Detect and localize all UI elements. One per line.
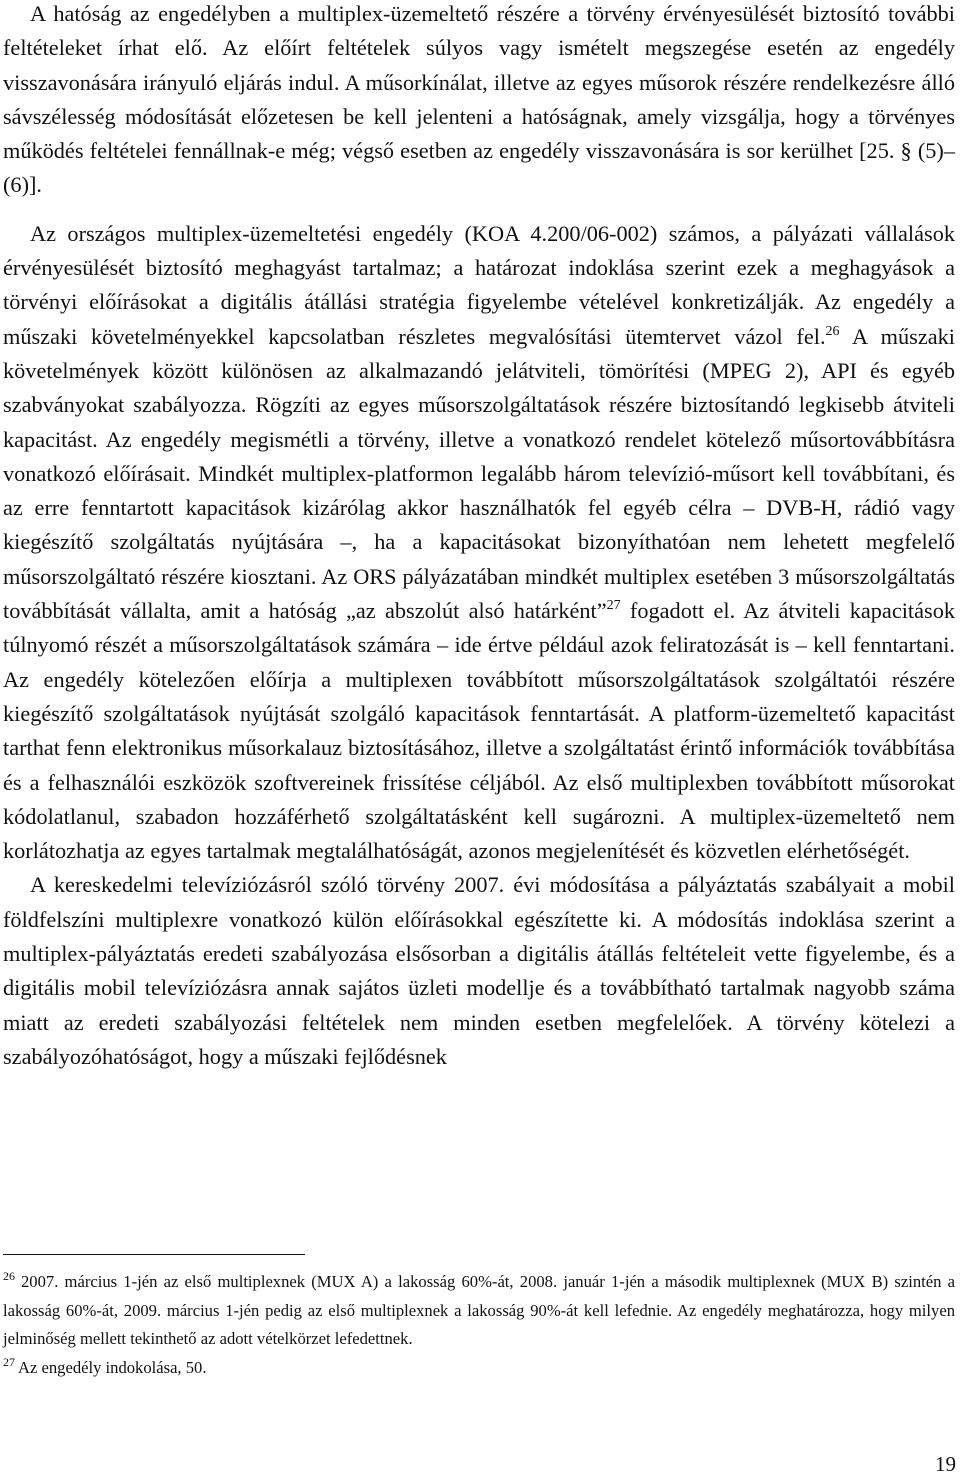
footnote-reference[interactable]: 27 (606, 598, 621, 614)
footnote-mark: 26 (3, 1269, 15, 1283)
paragraph-text: Az országos multiplex-üzemeltetési engedély (KOA 4.200/06-002) számos, a pályázati vállalások érvényesülését biztosító meghagyást tartalmaz; a határozat indoklása szerint ezek a meghagyások a törvényi előírásokat a digitális átállási stratégia figyelembe vételével konkretizálják. Az engedély a műszaki követelményekkel kapcsolatban részletes megvalósítási ütemtervet vázol fel. (3, 220, 955, 349)
footnote-reference[interactable]: 26 (825, 323, 840, 339)
page-number: 19 (935, 1452, 956, 1476)
paragraph-text: A hatóság az engedélyben a multiplex-üzemeltető részére a törvény érvényesülését biztosító további feltételeket írhat elő. Az előírt feltételek súlyos vagy ismételt megszegése esetén az engedély visszavonására irányuló eljárás indul. A műsorkínálat, illetve az egyes műsorok részére rendelkezésre álló sávszélesség módosítását előzetesen be kell jelenteni a hatóságnak, amely vizsgálja, hogy a törvényes működés feltételei fennállnak-e még; végső esetben az engedély visszavonására is sor kerülhet [25. § (5)–(6)]. (3, 1, 955, 198)
footnote-mark: 27 (3, 1354, 15, 1369)
paragraph-licence-conditions (3, 0, 955, 203)
paragraph-2007-amendment (3, 868, 955, 1074)
paragraph-text: A kereskedelmi televíziózásról szóló törvény 2007. évi módosítása a pályáztatás szabályait a mobil földfelszíni multiplexre vonatkozó külön előírásokkal egészítette ki. A módosítás indoklása szerint a multiplex-pályáztatás eredeti szabályozása elsősorban a digitális átállás feltételeit vette figyelembe, és a digitális mobil televíziózásra annak sajátos üzleti modellje és a továbbítható tartalmak nagyobb száma miatt az eredeti szabályozási feltételek nem minden esetben megfelelőek. A törvény kötelezi a szabályozóhatóságot, hogy a műszaki fejlődésnek (3, 872, 955, 1069)
footnote (3, 1268, 955, 1354)
footnotes (3, 1268, 955, 1382)
paragraph-national-licence (3, 217, 955, 869)
footnote-text: Az engedély indokolása, 50. (18, 1357, 207, 1377)
paragraph-text: fogadott el. Az átviteli kapacitások túlnyomó részét a műsorszolgáltatások számára – ide értve például azok feliratozását is – kell fenntartani. Az engedély kötelezően előírja a multiplexen továbbított műsorszolgáltatások szolgáltatói részére kiegészítő szolgáltatások nyújtását szolgáló kapacitások fenntartását. A platform-üzemeltető kapacitást tarthat fenn elektronikus műsorkalauz biztosításához, illetve a szolgáltatást érintő információk továbbítása és a felhasználói eszközök szoftvereinek frissítése céljából. Az első multiplexben továbbított műsorokat kódolatlanul, szabadon hozzáférhető szolgáltatásként kell sugározni. A multiplex-üzemeltető nem korlátozhatja az egyes tartalmak megtalálhatóságát, azonos megjelenítését és közvetlen elérhetőségét. (3, 598, 955, 864)
footnote-text: 2007. március 1-jén az első multiplexnek (MUX A) a lakosság 60%-át, 2008. január 1-jén a második multiplexnek (MUX B) szintén a lakosság 60%-át, 2009. március 1-jén pedig az első multiplexnek a lakosság 90%-át kell lefednie. Az engedély meghatározza, hogy milyen jelminőség mellett tekinthető az adott vételkörzet lefedettnek. (3, 1272, 955, 1349)
footnote (3, 1354, 955, 1383)
footnote-separator (3, 1254, 305, 1255)
paragraph-text: A műszaki követelmények között különösen az alkalmazandó jelátviteli, tömörítési (MPEG 2), API és egyéb szabványokat szabályozza. Rögzíti az egyes műsorszolgáltatások részére biztosítandó legkisebb átviteli kapacitást. Az engedély megismétli a törvény, illetve a vonatkozó rendelet kötelező műsortovábbításra vonatkozó előírásait. Mindkét multiplex-platformon legalább három televízió-műsort kell továbbítani, és az erre fenntartott kapacitások kizárólag akkor használhatók fel egyéb célra – DVB-H, rádió vagy kiegészítő szolgáltatás nyújtására –, ha a kapacitásokat bizonyíthatóan nem lehetett megfelelő műsorszolgáltató részére kiosztani. Az ORS pályázatában mindkét multiplex esetében 3 műsorszolgáltatás továbbítását vállalta, amit a hatóság „az abszolút alsó határként” (3, 323, 955, 624)
